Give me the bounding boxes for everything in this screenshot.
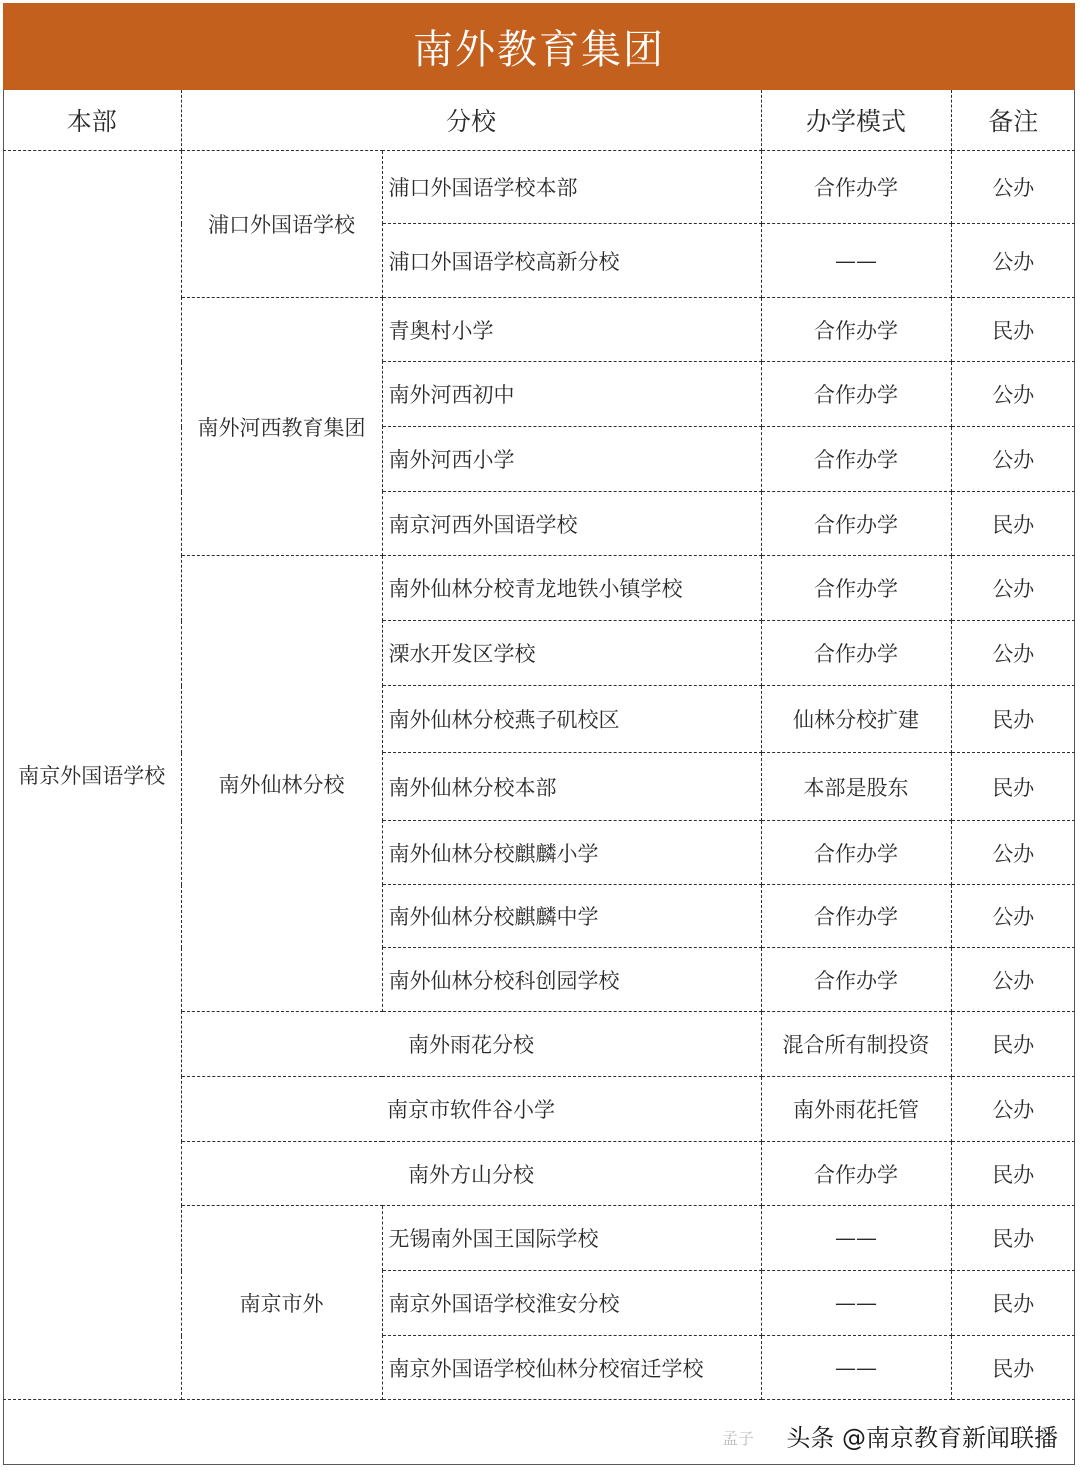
mode-cell: 合作办学 bbox=[761, 948, 951, 1012]
mode-cell: 合作办学 bbox=[761, 427, 951, 492]
header-hq: 本部 bbox=[3, 90, 181, 151]
header-note: 备注 bbox=[951, 90, 1075, 151]
title-bar bbox=[3, 3, 1075, 90]
school-cell: 南外河西小学 bbox=[382, 427, 761, 492]
school-cell: 南外仙林分校科创园学校 bbox=[382, 948, 761, 1012]
note-cell: 公办 bbox=[951, 224, 1075, 298]
mode-cell: 南外雨花托管 bbox=[761, 1077, 951, 1142]
mode-cell: 合作办学 bbox=[761, 298, 951, 362]
note-cell: 民办 bbox=[951, 686, 1075, 753]
mode-cell: 合作办学 bbox=[761, 1142, 951, 1206]
school-cell: 无锡南外国王国际学校 bbox=[382, 1206, 761, 1271]
note-cell: 公办 bbox=[951, 1077, 1075, 1142]
school-cell: 南外仙林分校麒麟中学 bbox=[382, 885, 761, 948]
note-cell: 公办 bbox=[951, 151, 1075, 224]
mode-cell: 合作办学 bbox=[761, 621, 951, 686]
mode-cell: 合作办学 bbox=[761, 492, 951, 556]
source-watermark: 头条 @南京教育新闻联播 bbox=[786, 1424, 1058, 1452]
note-cell: 民办 bbox=[951, 1012, 1075, 1077]
group-cell: 南外仙林分校 bbox=[181, 556, 382, 1012]
school-cell: 溧水开发区学校 bbox=[382, 621, 761, 686]
note-cell: 公办 bbox=[951, 948, 1075, 1012]
note-cell: 民办 bbox=[951, 492, 1075, 556]
note-cell: 公办 bbox=[951, 821, 1075, 885]
mode-cell: 合作办学 bbox=[761, 821, 951, 885]
note-cell: 民办 bbox=[951, 298, 1075, 362]
mode-cell: 合作办学 bbox=[761, 885, 951, 948]
school-cell: 南京市软件谷小学 bbox=[181, 1077, 761, 1142]
mode-cell: 混合所有制投资 bbox=[761, 1012, 951, 1077]
note-cell: 公办 bbox=[951, 362, 1075, 427]
note-cell: 公办 bbox=[951, 556, 1075, 621]
school-cell: 浦口外国语学校本部 bbox=[382, 151, 761, 224]
note-cell: 公办 bbox=[951, 621, 1075, 686]
mode-cell: —— bbox=[761, 224, 951, 298]
mode-cell: 本部是股东 bbox=[761, 753, 951, 821]
header-row bbox=[3, 90, 1075, 151]
group-cell: 浦口外国语学校 bbox=[181, 151, 382, 298]
note-cell: 公办 bbox=[951, 885, 1075, 948]
note-cell: 公办 bbox=[951, 427, 1075, 492]
mode-cell: 合作办学 bbox=[761, 362, 951, 427]
note-cell: 民办 bbox=[951, 1271, 1075, 1336]
group-cell: 南京市外 bbox=[181, 1206, 382, 1400]
school-cell: 南京外国语学校淮安分校 bbox=[382, 1271, 761, 1336]
note-cell: 民办 bbox=[951, 1142, 1075, 1206]
mode-cell: —— bbox=[761, 1336, 951, 1400]
faint-watermark: 孟子 bbox=[722, 1429, 755, 1448]
school-cell: 南京外国语学校仙林分校宿迁学校 bbox=[382, 1336, 761, 1400]
mode-cell: —— bbox=[761, 1206, 951, 1271]
school-cell: 南京河西外国语学校 bbox=[382, 492, 761, 556]
school-cell: 浦口外国语学校高新分校 bbox=[382, 224, 761, 298]
group-cell: 南外河西教育集团 bbox=[181, 298, 382, 556]
page-title: 南外教育集团 bbox=[413, 27, 665, 73]
school-cell: 南外方山分校 bbox=[181, 1142, 761, 1206]
mode-cell: —— bbox=[761, 1271, 951, 1336]
note-cell: 民办 bbox=[951, 1336, 1075, 1400]
school-table bbox=[3, 90, 1075, 1400]
note-cell: 民办 bbox=[951, 1206, 1075, 1271]
mode-cell: 合作办学 bbox=[761, 151, 951, 224]
school-cell: 南外仙林分校本部 bbox=[382, 753, 761, 821]
school-cell: 南外雨花分校 bbox=[181, 1012, 761, 1077]
school-cell: 南外河西初中 bbox=[382, 362, 761, 427]
table-row bbox=[3, 151, 1075, 224]
note-cell: 民办 bbox=[951, 753, 1075, 821]
hq-cell: 南京外国语学校 bbox=[3, 151, 181, 1400]
header-mode: 办学模式 bbox=[761, 90, 951, 151]
mode-cell: 合作办学 bbox=[761, 556, 951, 621]
mode-cell: 仙林分校扩建 bbox=[761, 686, 951, 753]
school-cell: 南外仙林分校青龙地铁小镇学校 bbox=[382, 556, 761, 621]
school-cell: 南外仙林分校燕子矶校区 bbox=[382, 686, 761, 753]
school-cell: 青奥村小学 bbox=[382, 298, 761, 362]
school-cell: 南外仙林分校麒麟小学 bbox=[382, 821, 761, 885]
header-branch: 分校 bbox=[181, 90, 761, 151]
